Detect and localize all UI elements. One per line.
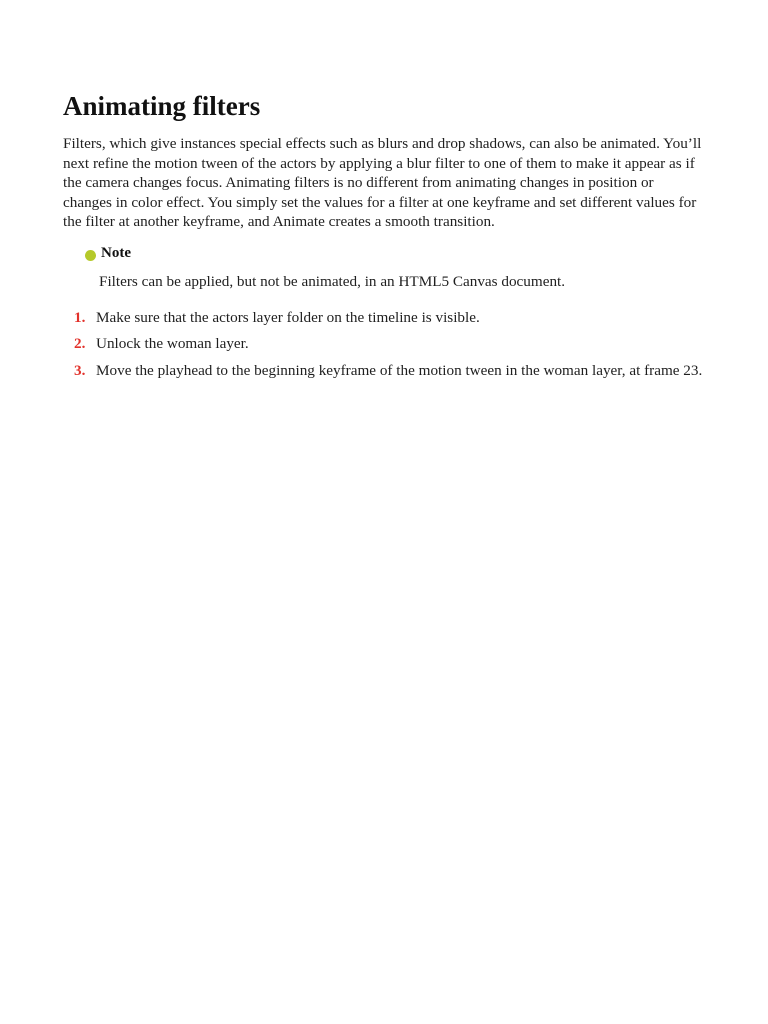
note-label: Note [101,245,131,262]
step-number: 3. [74,361,86,379]
section-heading: Animating filters [63,91,261,121]
note-header [85,244,703,264]
note-box [63,244,703,292]
intro-paragraph: Filters, which give instances special effects such as blurs and drop shadows, can also be animated. You’ll next refine the motion tween of the actors by applying a blur filter to one of them to make it appear as if the camera changes focus. Animating filters is no different from animating changes in position or changes in color effect. You simply set the values for a filter at one keyframe and set different values for the filter at another keyframe, and Animate creates a smooth transition. [63,135,702,231]
bullet-icon [85,250,96,261]
step-text: Make sure that the actors layer folder on the timeline is visible. [96,308,480,326]
list-item [63,361,703,381]
step-text: Unlock the woman layer. [96,335,249,353]
step-text: Move the playhead to the beginning keyframe of the motion tween in the woman layer, at frame 23. [96,361,703,379]
document-page [63,88,703,387]
step-number: 2. [74,335,86,353]
list-item [63,334,703,354]
step-number: 1. [74,308,86,326]
steps-list [63,308,703,381]
list-item [63,308,703,328]
note-text: Filters can be applied, but not be animated, in an HTML5 Canvas document. [99,272,566,290]
